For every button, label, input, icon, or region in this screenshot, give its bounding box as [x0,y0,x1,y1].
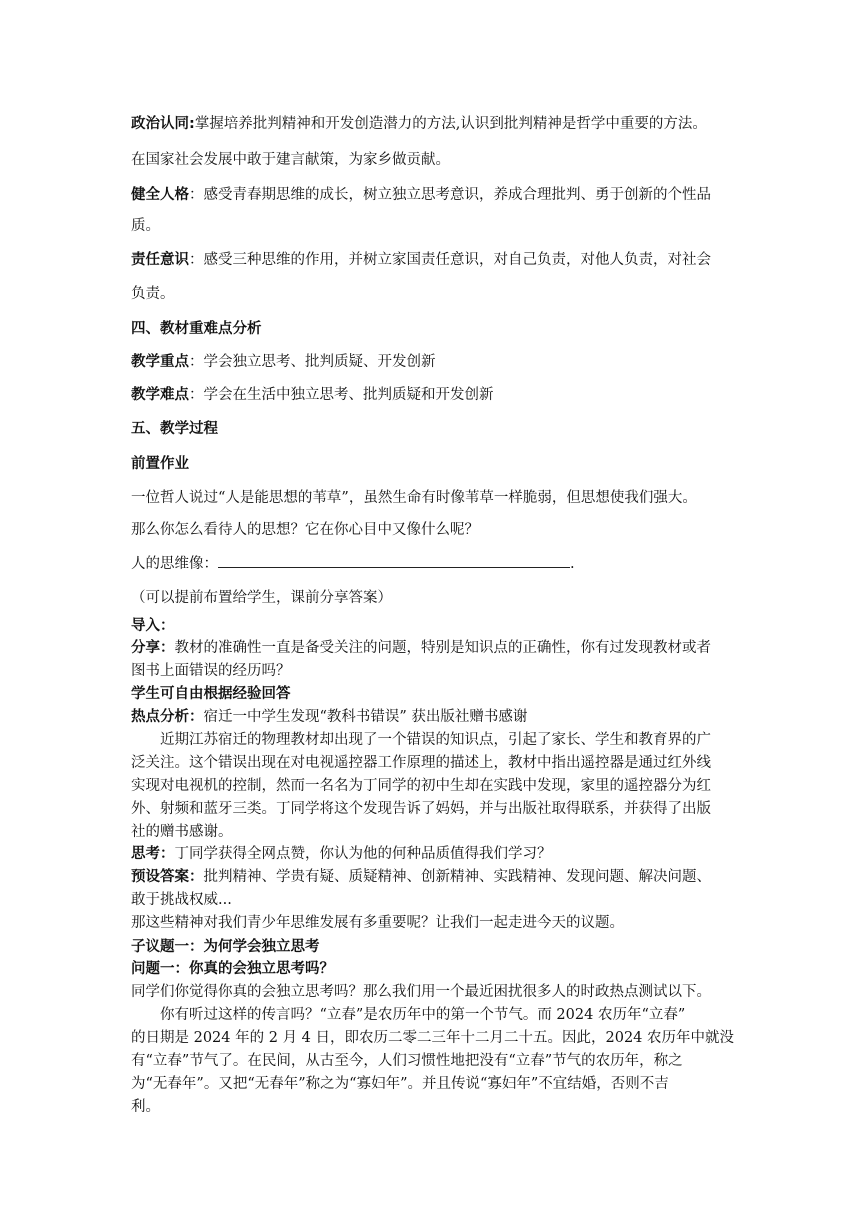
paragraph-line: 为“无春年”。又把“无春年”称之为“寡妇年”。并且传说“寡妇年”不宜结婚，否则不吉 [131,1076,669,1092]
paragraph-line: 泛关注。这个错误出现在对电视遥控器工作原理的描述上，教材中指出遥控器是通过红外线 [131,755,711,771]
paragraph-responsibility [131,248,731,269]
pre-assignment-heading: 前置作业 [131,456,189,472]
paragraph-line: 利。 [131,1099,160,1115]
paragraph-line: 你有听过这样的传言吗？“立春”是农历年中的第一个节气。而 2024 农历年“立春” [160,1007,686,1023]
section-heading-5: 五、教学过程 [131,421,218,437]
answer-heading: 学生可自由根据经验回答 [131,686,291,702]
intro-heading: 导入： [131,618,175,634]
label: 政治认同: [131,116,195,132]
text: ：学会在生活中独立思考、批判质疑和开发创新 [189,387,494,403]
paragraph-line: 质。 [131,218,160,234]
label: 热点分析： [131,709,204,725]
text: ：学会独立思考、批判质疑、开发创新 [189,354,436,370]
text: 宿迁一中学生发现“教科书错误” 获出版社赠书感谢 [203,709,528,725]
paragraph-line: 同学们你觉得你真的会独立思考吗？那么我们用一个最近困扰很多人的时政热点测试以下。 [131,984,711,1000]
share-paragraph [131,636,731,657]
label: 责任意识 [131,252,189,268]
teaching-difficulty [131,383,731,404]
blank-line [218,555,570,568]
text: 人的思维像： [131,556,218,572]
text: 丁同学获得全网点赞，你认为他的何种品质值得我们学习？ [174,846,552,862]
paragraph-line: 一位哲人说过“人是能思想的苇草”，虽然生命有时像苇草一样脆弱，但思想使我们强大。 [131,490,697,506]
paragraph-line: 实现对电视机的控制，然而一名名为丁同学的初中生却在实践中发现，家里的遥控器分为红 [131,778,711,794]
label: 教学难点 [131,387,189,403]
section-heading-4: 四、教材重难点分析 [131,321,262,337]
teaching-focus [131,350,731,371]
paragraph-line: 有“立春”节气了。在民间，从古至今，人们习惯性地把没有“立春”节气的农历年，称之 [131,1053,683,1069]
text: 掌握培养批判精神和开发创造潜力的方法,认识到批判精神是哲学中重要的方法。 [194,116,707,132]
paragraph-line: 那这些精神对我们青少年思维发展有多重要呢？让我们一起走进今天的议题。 [131,915,624,931]
text: ：感受青春期思维的成长，树立独立思考意识，养成合理批判、勇于创新的个性品 [189,187,711,203]
text: 批判精神、学贵有疑、质疑精神、创新精神、实践精神、发现问题、解决问题、 [203,869,711,885]
paragraph-line: （可以提前布置给学生，课前分享答案） [131,590,392,606]
preset-answer [131,865,731,886]
paragraph-line: 图书上面错误的经历吗？ [131,663,291,679]
paragraph-line: 在国家社会发展中敢于建言献策，为家乡做贡献。 [131,152,450,168]
paragraph-personality [131,183,731,204]
paragraph-line: 近期江苏宿迁的物理教材却出现了一个错误的知识点，引起了家长、学生和教育界的广 [160,732,711,748]
label: 分享： [131,640,175,656]
paragraph-line: 敢于挑战权威... [131,892,232,908]
label: 思考： [131,846,175,862]
text: ：感受三种思维的作用，并树立家国责任意识，对自己负责，对他人负责，对社会 [189,252,711,268]
paragraph-line: 那么你怎么看待人的思想？它在你心目中又像什么呢？ [131,522,479,538]
label: 教学重点 [131,354,189,370]
label: 健全人格 [131,187,189,203]
paragraph-line: 外、射频和蓝牙三类。丁同学将这个发现告诉了妈妈，并与出版社取得联系，并获得了出版 [131,801,711,817]
hot-analysis [131,705,731,726]
text: . [570,556,575,572]
think-paragraph [131,842,731,863]
sub-topic-heading: 子议题一：为何学会独立思考 [131,939,320,955]
paragraph-line: 负责。 [131,286,175,302]
question-heading: 问题一：你真的会独立思考吗？ [131,961,334,977]
text: 教材的准确性一直是备受关注的问题，特别是知识点的正确性，你有过发现教材或者 [174,640,711,656]
label: 预设答案： [131,869,204,885]
paragraph-line: 的日期是 2024 年的 2 月 4 日，即农历二零二三年十二月二十五。因此，2024 农历年中就没 [131,1030,735,1046]
paragraph-line: 社的赠书感谢。 [131,824,233,840]
fill-in-line [131,552,731,573]
paragraph-political-identity [131,112,731,133]
